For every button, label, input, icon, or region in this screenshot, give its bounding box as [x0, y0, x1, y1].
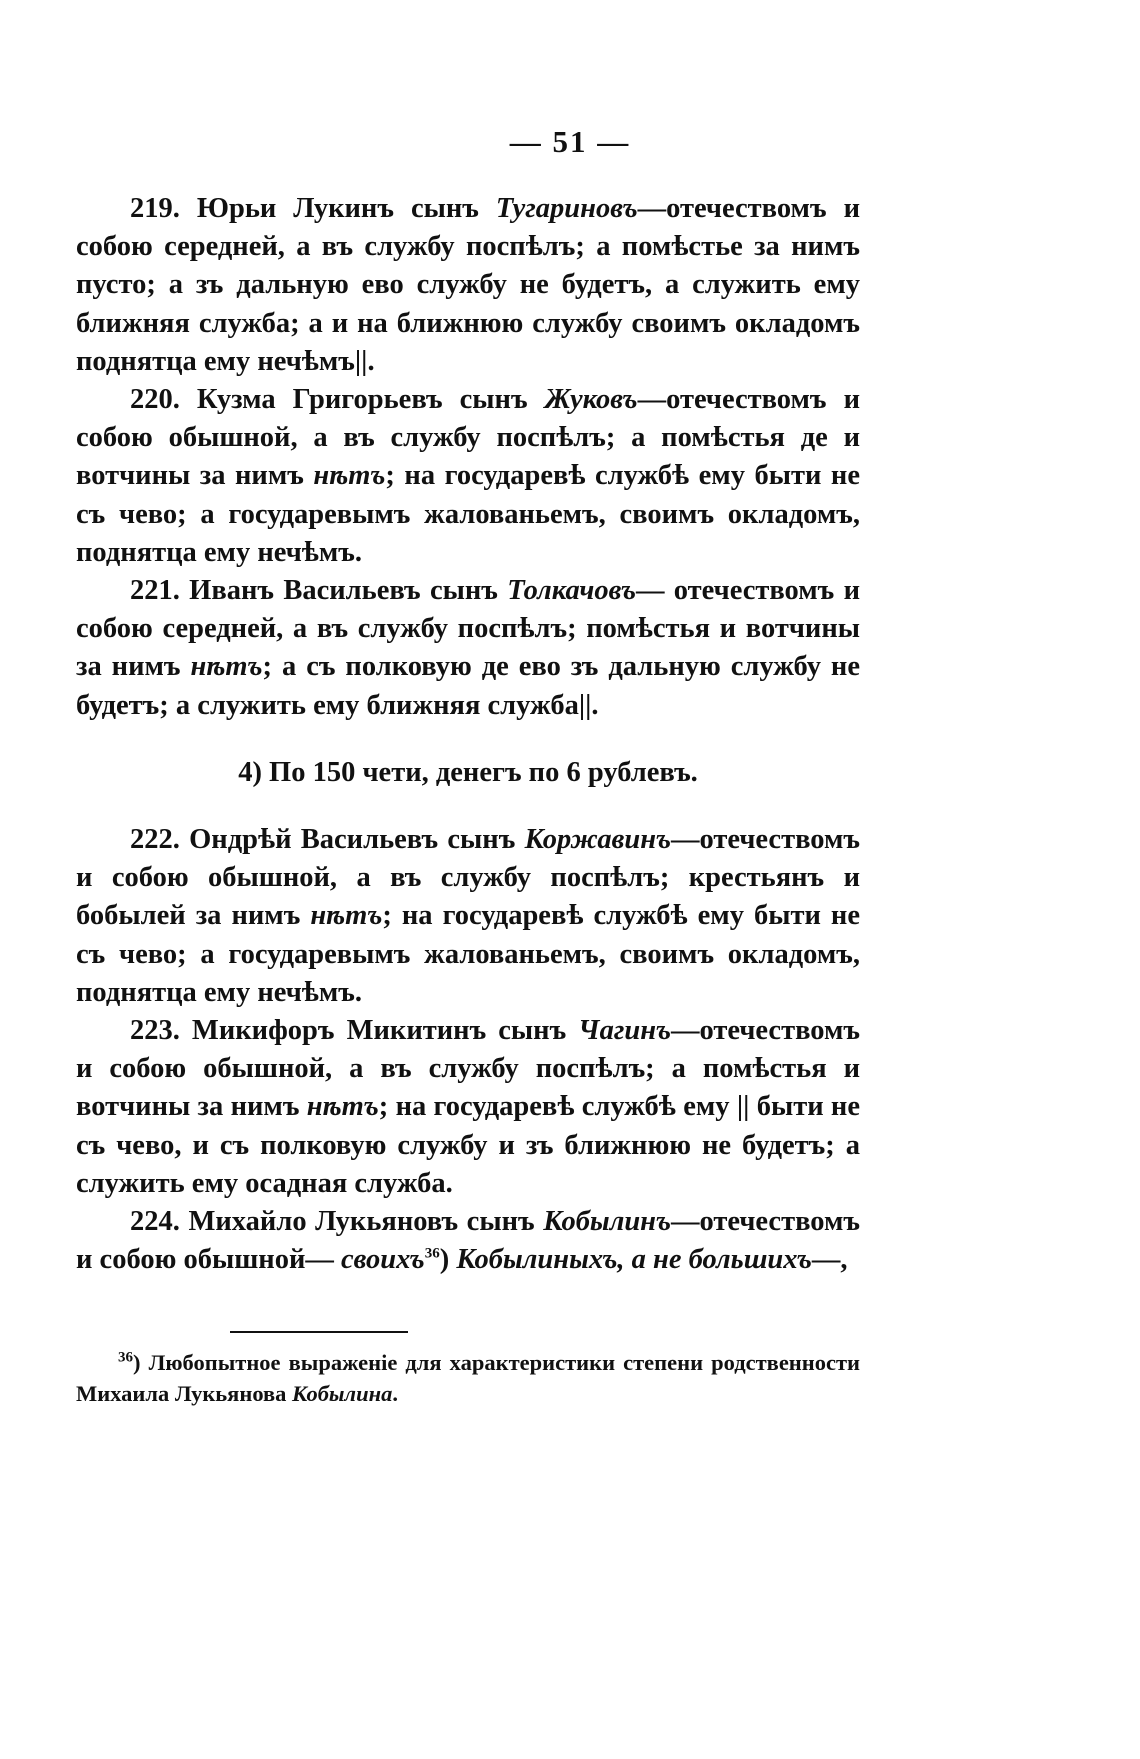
entry-221: 221. Иванъ Васильевъ сынъ Толкачовъ— отечествомъ и собою середней, а въ службу поспѣлъ; помѣстья и вотчины за нимъ нѣтъ; а съ полковую де ево зъ дальную службу не будетъ; а служить ему ближняя служба||. [76, 575, 861, 721]
footnote-mark: 36 [118, 1349, 133, 1366]
entry-220: 220. Кузма Григорьевъ сынъ Жуковъ—отечествомъ и собою обышной, а въ службу поспѣлъ; а помѣстья де и вотчины за нимъ нѣтъ; на государевѣ службѣ ему быти не съ чево; а государевымъ жалованьемъ, своимъ окладомъ, поднятца ему нечѣмъ. [76, 384, 860, 568]
entry-224: 224. Михайло Лукьяновъ сынъ Кобылинъ—отечествомъ и собою обышной— своихъ$^{36}$) Кобылиныхъ, а не большихъ—, [76, 1206, 860, 1276]
entry-223: 223. Микифоръ Микитинъ сынъ Чагинъ—отечествомъ и собою обышной, а въ службу поспѣлъ; а помѣстья и вотчины за нимъ нѣтъ; на государевѣ службѣ ему || быти не съ чево, и съ полковую службу и зъ ближнюю не будетъ; а служить ему осадная служба. [76, 1015, 860, 1199]
section-heading: 4) По 150 чети, денегъ по 6 рублевъ. [238, 756, 698, 788]
page-number: — 51 — [509, 124, 631, 159]
body-text [76, 190, 860, 1279]
footnote-rule [230, 1331, 408, 1333]
footnote: $^{36}$) Любопытное выраженіе для характеристики степени родственности Михаила Лукьянова Кобылина. [76, 1349, 860, 1406]
entry-222: 222. Ондрѣй Васильевъ сынъ Коржавинъ—отечествомъ и собою обышной, а въ службу поспѣлъ; крестьянъ и бобылей за нимъ нѣтъ; на государевѣ службѣ ему быти не съ чево; а государевымъ жалованьемъ, своимъ окладомъ, поднятца ему нечѣмъ. [76, 824, 860, 1008]
footnote-ref: 36 [424, 1245, 440, 1262]
entry-219: 219. Юрьи Лукинъ сынъ Тугариновъ—отечествомъ и собою середней, а въ службу поспѣлъ; а помѣстье за нимъ пусто; а зъ дальную ево службу не будетъ, а служить ему ближняя служба; а и на ближнюю службу своимъ окладомъ поднятца ему нечѣмъ||. [76, 193, 860, 377]
